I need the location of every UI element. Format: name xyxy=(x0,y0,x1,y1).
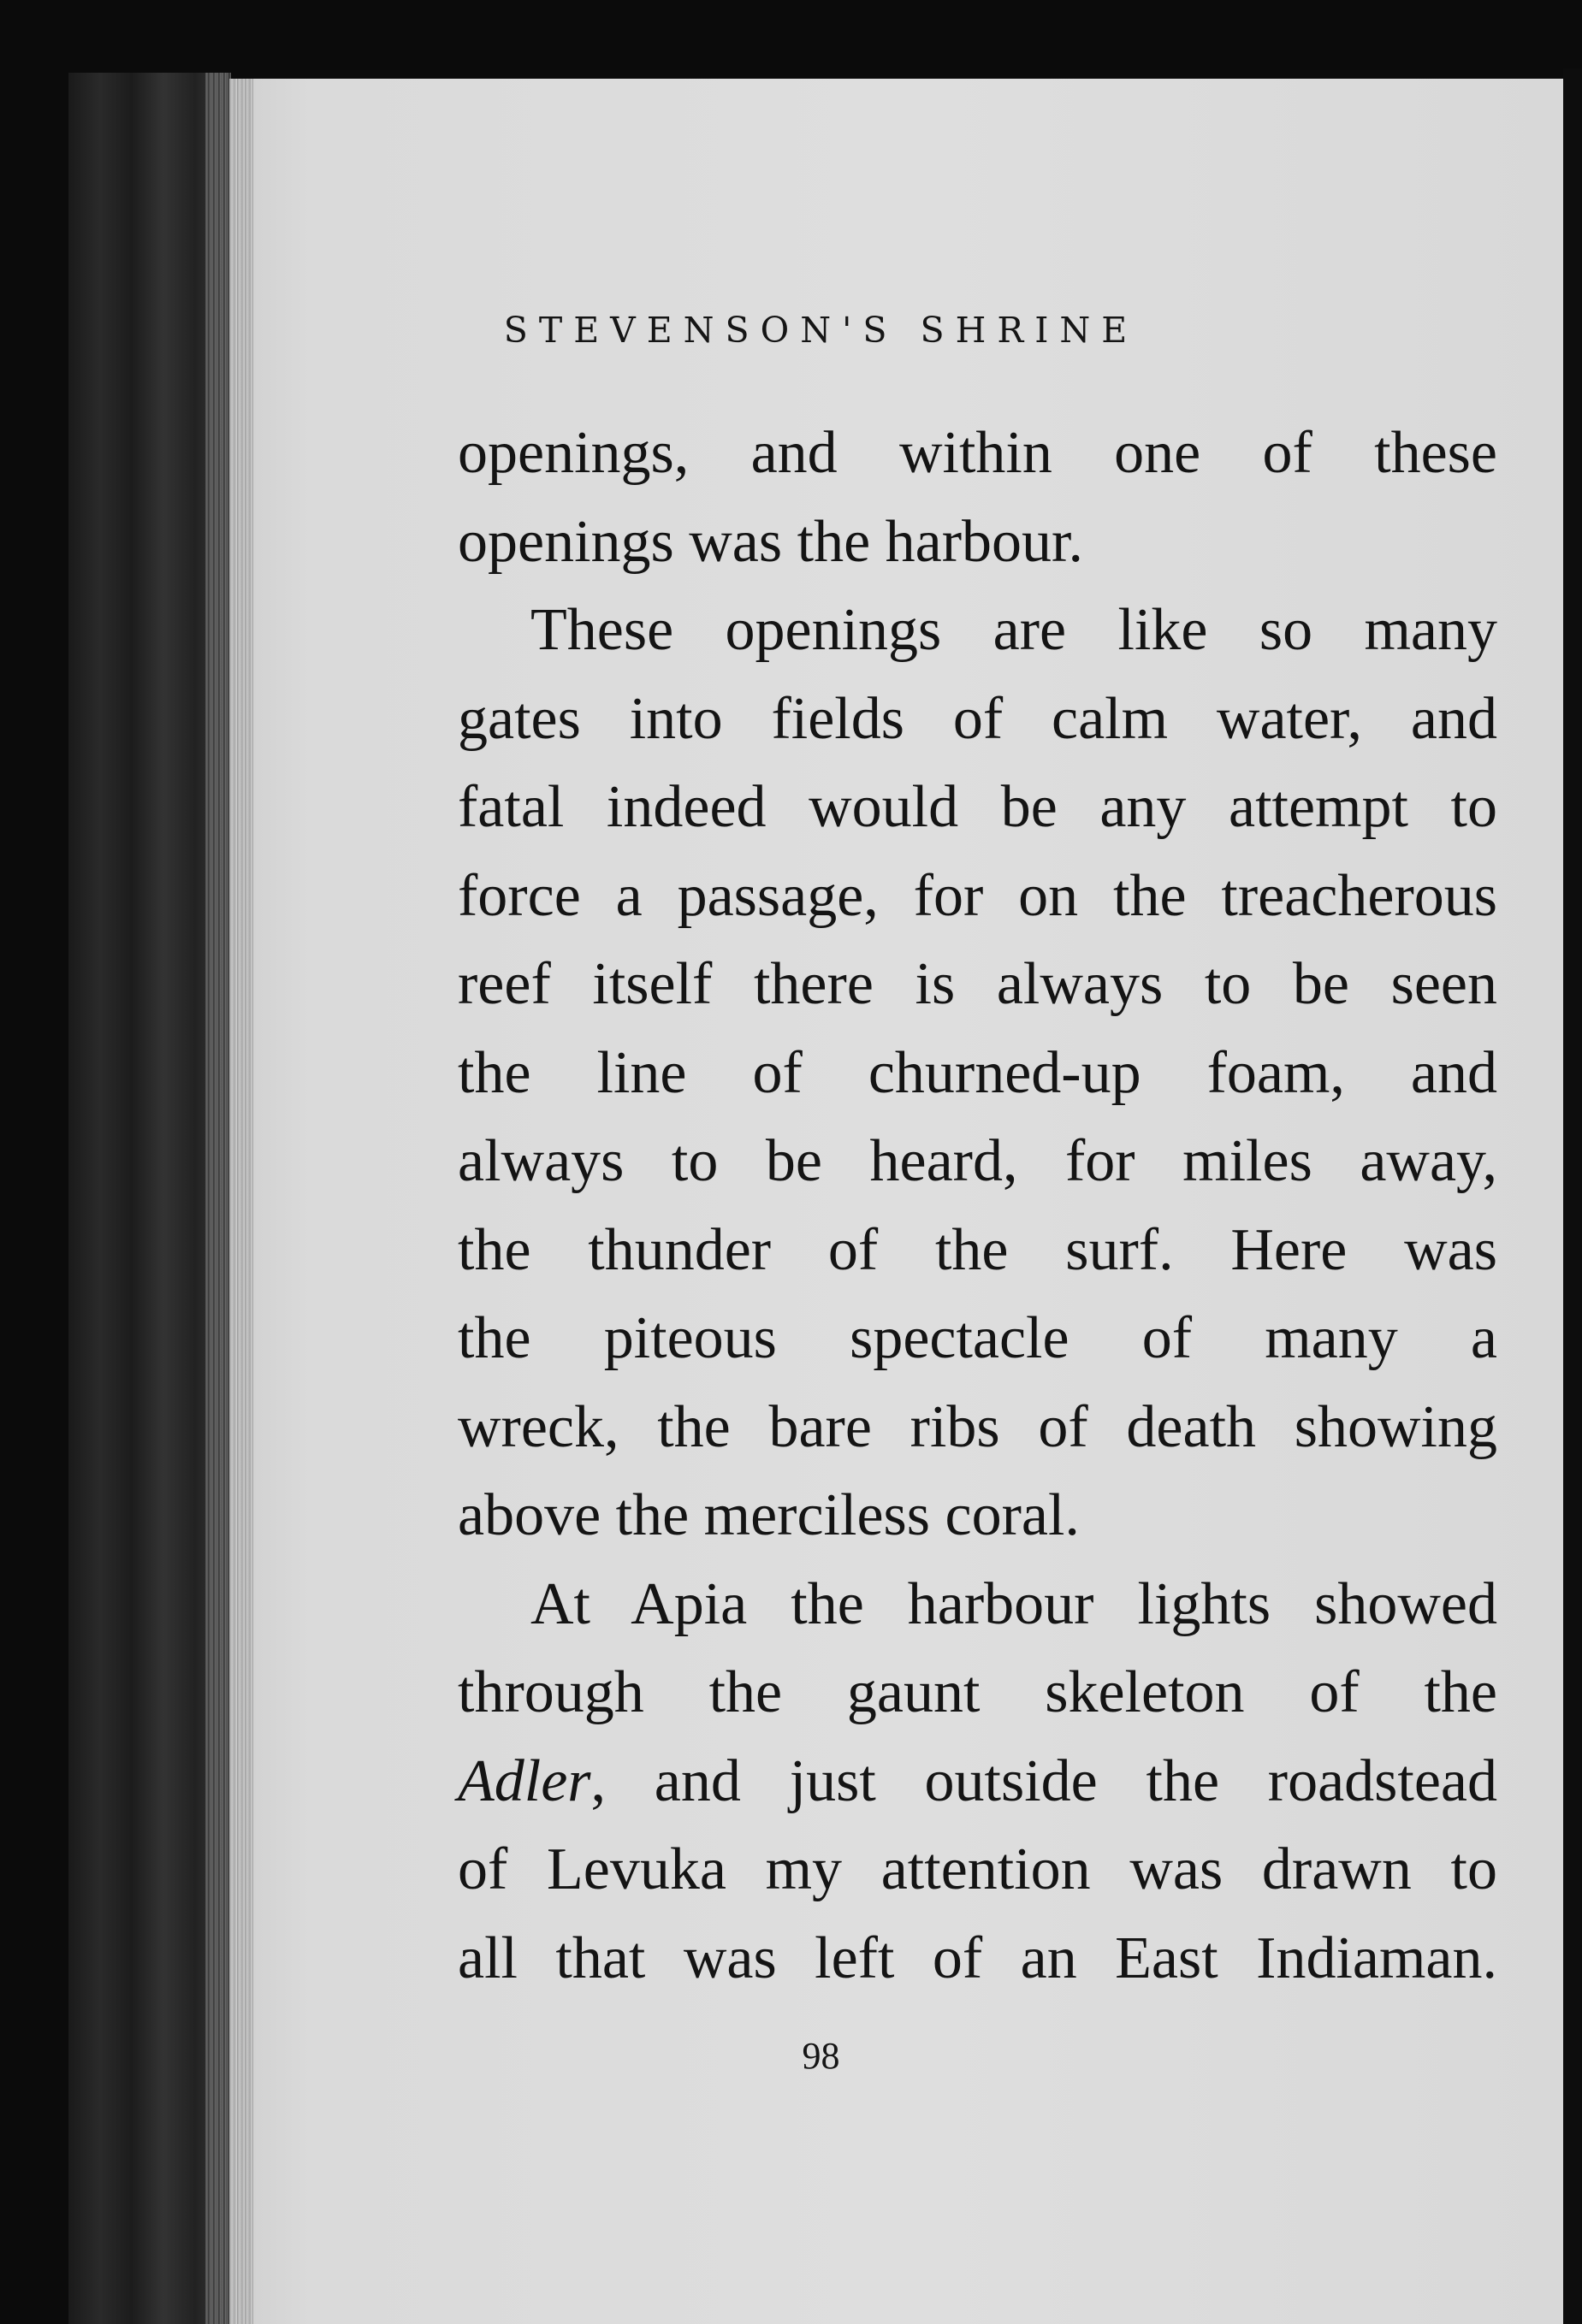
text-line: above the merciless coral. xyxy=(458,1482,1080,1548)
text-line: force a passage, for on the treacherous xyxy=(458,862,1497,929)
gutter-lines xyxy=(205,73,231,2324)
text-line: gates into fields of calm water, and xyxy=(458,685,1497,752)
paragraph-2 xyxy=(458,586,1497,1560)
text-line: These openings are like so many xyxy=(530,597,1497,663)
text-line: of Levuka my attention was drawn to xyxy=(458,1836,1497,1902)
text-line-with-italic xyxy=(458,1737,1497,1826)
text-line: openings, and within one of these xyxy=(458,420,1497,486)
book-spine xyxy=(68,73,227,2324)
running-head: STEVENSON'S SHRINE xyxy=(503,310,1139,351)
page-edge xyxy=(229,79,253,2324)
text-line: the line of churned-up foam, and xyxy=(458,1039,1497,1106)
text-line: reef itself there is always to be seen xyxy=(458,951,1497,1017)
text-line: all that was left of an East Indiaman. xyxy=(458,1925,1497,1991)
text-line: At Apia the harbour lights showed xyxy=(530,1570,1497,1637)
text-line: the piteous spectacle of many a xyxy=(458,1305,1497,1371)
paragraph-1 xyxy=(458,409,1497,586)
text-line: through the gaunt skeleton of the xyxy=(458,1659,1497,1725)
ship-name-italic: Adler xyxy=(458,1747,591,1814)
body-text xyxy=(458,409,1497,2002)
text-line: openings was the harbour. xyxy=(458,508,1083,575)
right-edge xyxy=(1563,68,1582,2324)
text-line-rest: , and just outside the roadstead xyxy=(590,1747,1497,1814)
text-line: the thunder of the surf. Here was xyxy=(458,1216,1497,1283)
text-line: fatal indeed would be any attempt to xyxy=(458,774,1497,840)
text-line: always to be heard, for miles away, xyxy=(458,1128,1497,1194)
text-line: wreck, the bare ribs of death showing xyxy=(458,1393,1497,1460)
page-number: 98 xyxy=(802,2035,840,2077)
paragraph-3 xyxy=(458,1560,1497,2003)
